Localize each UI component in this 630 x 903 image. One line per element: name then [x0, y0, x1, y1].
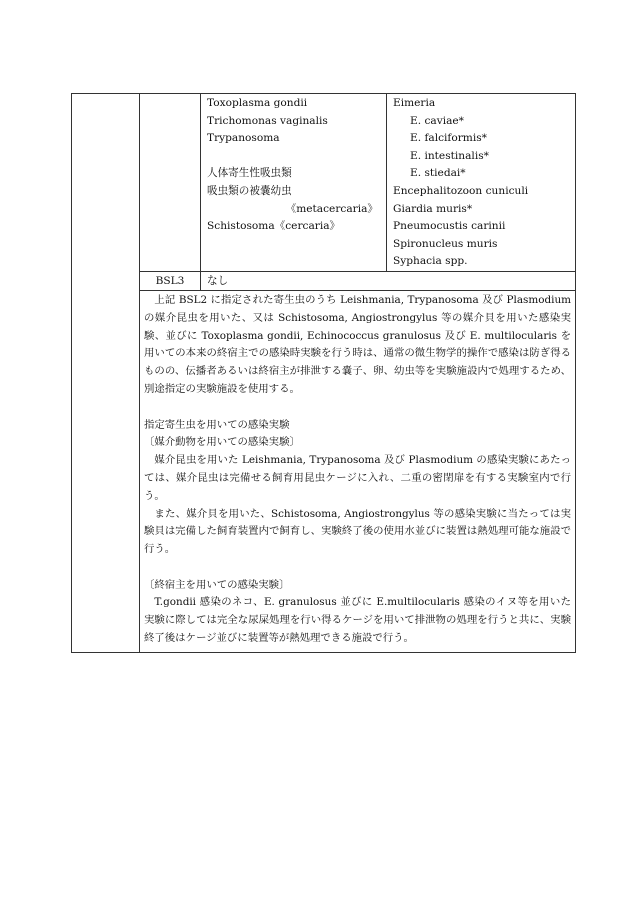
parasite-name: Trypanosoma [207, 132, 280, 145]
parasite-species: E. caviae* [410, 114, 464, 127]
parasite-name: Pneumocustis carinii [393, 220, 506, 233]
parasite-species: E. stiedai* [410, 167, 466, 180]
parasite-name: Giardia muris* [393, 202, 473, 215]
parasite-name: Spironucleus muris [393, 237, 498, 250]
section-heading: 指定寄生虫を用いての感染実験 [144, 418, 290, 431]
subsection-heading: 〔媒介動物を用いての感染実験〕 [144, 436, 300, 449]
parasite-stage: 《metacercaria》 [285, 202, 378, 215]
parasite-name: Eimeria [393, 97, 436, 109]
parasite-list-left [201, 94, 386, 236]
description-row [72, 290, 576, 652]
parasite-list-right [387, 94, 575, 271]
parasite-list-row [72, 94, 576, 272]
parasite-group: 人体寄生性吸虫類 [207, 167, 292, 180]
paragraph-gap [144, 399, 571, 417]
bsl3-label: BSL3 [155, 274, 185, 287]
blank-line [207, 148, 382, 166]
bsl3-value-cell [201, 271, 576, 290]
paragraph-gap [144, 559, 571, 577]
parasite-name: Toxoplasma gondii [207, 97, 308, 109]
parasite-list-right-cell [387, 94, 576, 272]
description-paragraph: T.gondii 感染のネコ、E. granulosus 並びに E.multilocularis 感染のイヌ等を用いた実験に際しては完全な尿屎処理を行い得るケージを用いて排泄物の処理を行うと共に、実験終了後はケージ並びに装置等が熱処理できる施設で行う。 [144, 596, 571, 645]
description-paragraph: また、媒介貝を用いた、Schistosoma, Angiostrongylus 等の感染実験に当たっては実験貝は完備した飼育装置内で飼育し、実験終了後の使用水並びに装置は熱処理可能な施設で行う。 [144, 507, 571, 556]
level-cell-empty [140, 94, 201, 272]
parasite-group: 吸虫類の被嚢幼虫 [207, 184, 292, 197]
bsl3-row [72, 271, 576, 290]
description-paragraph: 上記 BSL2 に指定された寄生虫のうち Leishmania, Trypanosoma 及び Plasmodium の媒介昆虫を用いた、又は Schistosoma, Angiostrongylus 等の媒介貝を用いた感染実験、並びに Toxoplasma gondii, Echinococcus granulosus 及び E. multilocularis を用いての本来の終宿主での感染時実験を行う時は、通常の微生物学的操作で感染は防ぎ得るものの、伝播者あるいは終宿主が排泄する嚢子、卵、幼虫等を実験施設内で処理するため、別途指定の実験施設を使用する。 [144, 293, 571, 395]
biosafety-table [71, 93, 576, 653]
description-body [140, 291, 575, 652]
category-cell [72, 94, 140, 653]
parasite-species: E. falciformis* [410, 132, 487, 145]
parasite-name: Syphacia spp. [393, 255, 468, 268]
parasite-name: Encephalitozoon cuniculi [393, 184, 529, 197]
bsl3-label-cell [140, 271, 201, 290]
parasite-name: Schistosoma《cercaria》 [207, 220, 341, 233]
parasite-name: Trichomonas vaginalis [207, 114, 328, 127]
parasite-list-left-cell [201, 94, 387, 272]
description-paragraph: 媒介昆虫を用いた Leishmania, Trypanosoma 及び Plasmodium の感染実験にあたっては、媒介昆虫は完備せる飼育用昆虫ケージに入れ、二重の密閉扉を有する実験室内で行う。 [144, 454, 571, 502]
parasite-species: E. intestinalis* [410, 149, 489, 162]
subsection-heading: 〔終宿主を用いての感染実験〕 [144, 578, 290, 591]
bsl3-value: なし [207, 274, 229, 287]
description-cell [140, 290, 576, 652]
